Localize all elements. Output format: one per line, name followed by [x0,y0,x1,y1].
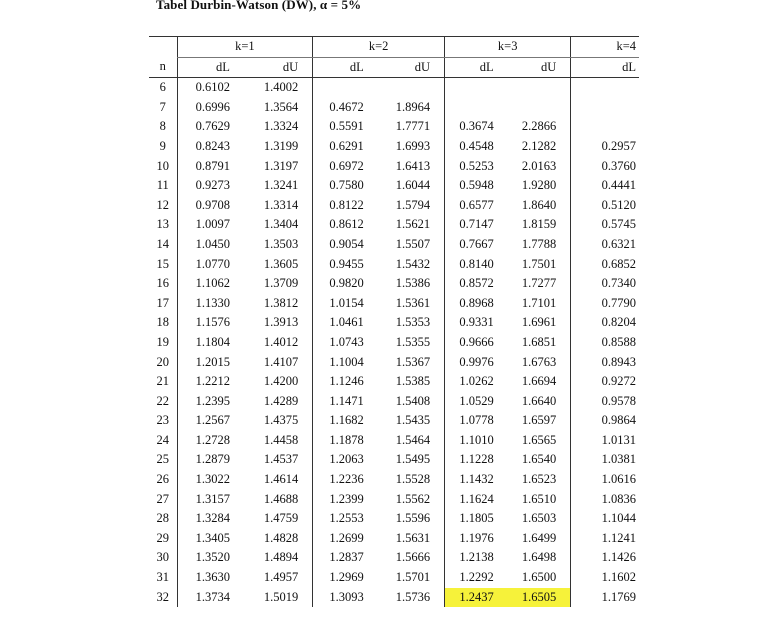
table-row [149,392,639,412]
table-row [149,117,639,137]
table-row [149,78,639,98]
row-n-cell: 22 [156,393,170,408]
table-cell: 1.2567 [177,411,244,431]
table-cell: 0.5120 [571,196,639,216]
table-cell: 1.1682 [313,411,378,431]
row-n-cell: 31 [156,570,170,585]
table-cell: 0.7340 [571,274,639,294]
table-cell: 0.8122 [313,196,378,216]
table-cell: 1.6540 [521,452,557,467]
table-row [149,431,639,451]
table-cell: 1.5507 [395,236,431,251]
table-cell: 1.5386 [395,276,431,291]
column-header: dL [177,57,244,78]
table-cell: 1.7771 [395,119,431,134]
table-cell: 0.7790 [571,294,639,314]
table-row [149,353,639,373]
row-n-cell: 21 [156,374,170,389]
table-cell: 1.3324 [263,119,299,134]
table-cell: 2.1282 [521,138,557,153]
table-cell: 0.5948 [445,176,508,196]
table-cell: 0.9976 [445,353,508,373]
table-cell: 0.8968 [445,294,508,314]
table-cell: 1.4894 [263,550,299,565]
table-cell: 1.1878 [313,431,378,451]
row-n-cell: 30 [156,550,170,565]
table-cell: 1.1246 [313,372,378,392]
table-cell: 1.1241 [571,529,639,549]
table-cell: 0.6291 [313,137,378,157]
table-cell: 1.4200 [263,374,299,389]
table-cell: 1.5355 [395,334,431,349]
table-cell: 1.5435 [395,413,431,428]
table-row [149,137,639,157]
table-cell: 0.8572 [445,274,508,294]
row-n-cell: 17 [156,295,170,310]
table-cell: 1.0154 [313,294,378,314]
table-row [149,215,639,235]
row-n-cell: 6 [159,80,166,95]
column-header: dL [313,57,378,78]
table-cell: 1.5736 [395,589,431,604]
row-n-cell: 27 [156,491,170,506]
table-cell: 1.3241 [263,178,299,193]
group-header: k=1 [177,37,313,58]
table-row [149,196,639,216]
table-cell: 1.7501 [521,256,557,271]
table-cell: 1.5019 [263,589,299,604]
table-cell: 0.9272 [571,372,639,392]
table-cell: 1.1576 [177,313,244,333]
table-cell: 1.5701 [395,570,431,585]
table-cell: 1.4828 [263,530,299,545]
table-cell: 1.0381 [571,450,639,470]
row-n-cell: 10 [156,158,170,173]
row-n-cell: 29 [156,530,170,545]
table-cell: 1.1426 [571,548,639,568]
table-cell: 0.9708 [177,196,244,216]
row-n-cell: 18 [156,315,170,330]
table-cell: 1.4458 [263,432,299,447]
column-header: dL [445,57,508,78]
table-cell: 1.6763 [521,354,557,369]
table-cell: 0.5591 [313,117,378,137]
table-cell: 0.7580 [313,176,378,196]
row-n-cell: 20 [156,354,170,369]
table-cell: 1.5408 [395,393,431,408]
table-cell: 1.6640 [521,393,557,408]
table-cell: 1.1004 [313,353,378,373]
table-cell [508,98,571,118]
table-cell: 0.9331 [445,313,508,333]
table-cell: 1.0097 [177,215,244,235]
table-cell: 1.1062 [177,274,244,294]
table-cell: 0.5253 [445,157,508,177]
table-cell: 0.9455 [313,255,378,275]
table-cell: 0.8140 [445,255,508,275]
table-cell: 0.6102 [177,78,244,98]
table-cell: 1.6510 [521,491,557,506]
table-cell: 0.9666 [445,333,508,353]
table-cell: 1.5432 [395,256,431,271]
table-cell: 1.6694 [521,374,557,389]
row-n-cell: 32 [156,589,170,604]
table-cell: 1.8159 [521,217,557,232]
table-cell: 0.4672 [313,98,378,118]
table-row [149,372,639,392]
table-cell: 1.1804 [177,333,244,353]
table-cell: 1.5596 [395,511,431,526]
row-n-cell: 24 [156,432,170,447]
table-cell: 1.0461 [313,313,378,333]
table-cell: 0.9273 [177,176,244,196]
table-cell: 1.0131 [571,431,639,451]
table-cell [378,78,445,98]
table-cell: 1.5666 [395,550,431,565]
table-cell: 1.1044 [571,509,639,529]
table-cell: 0.6972 [313,157,378,177]
table-row [149,235,639,255]
table-cell: 1.0262 [445,372,508,392]
table-cell: 1.9280 [521,178,557,193]
table-cell: 1.5495 [395,452,431,467]
table-cell: 1.0770 [177,255,244,275]
table-cell [571,78,639,98]
table-cell: 1.2236 [313,470,378,490]
table-cell: 1.0529 [445,392,508,412]
table-cell: 1.1769 [571,588,639,608]
table-cell: 0.9054 [313,235,378,255]
table-cell: 0.9820 [313,274,378,294]
table-cell: 1.5631 [395,530,431,545]
table-cell: 1.6044 [395,178,431,193]
table-cell: 1.0743 [313,333,378,353]
table-cell: 1.1471 [313,392,378,412]
table-cell: 2.0163 [521,158,557,173]
table-cell: 1.1432 [445,470,508,490]
table-cell: 0.3674 [445,117,508,137]
table-cell: 1.4012 [263,334,299,349]
table-cell: 0.6996 [177,98,244,118]
column-header: dU [244,57,313,78]
table-row [149,568,639,588]
table-cell: 0.8943 [571,353,639,373]
table-cell: 1.6413 [395,158,431,173]
table-cell: 1.2212 [177,372,244,392]
row-n-cell: 23 [156,413,170,428]
table-cell: 0.5745 [571,215,639,235]
table-cell: 1.4957 [263,570,299,585]
column-header: dU [378,57,445,78]
table-cell: 1.0778 [445,411,508,431]
table-cell: 1.2969 [313,568,378,588]
table-cell: 1.1805 [445,509,508,529]
table-cell: 1.3314 [263,197,299,212]
table-row [149,548,639,568]
table-cell [571,117,639,137]
highlighted-cell: 1.2437 [445,588,508,608]
table-cell: 1.5353 [395,315,431,330]
row-n-cell: 8 [159,119,166,134]
table-cell: 1.7788 [521,236,557,251]
table-cell: 1.2138 [445,548,508,568]
table-cell: 1.3913 [263,315,299,330]
row-n-cell: 14 [156,236,170,251]
table-cell: 1.5528 [395,472,431,487]
corner-cell [149,37,177,58]
table-cell: 1.0616 [571,470,639,490]
table-cell: 1.8640 [521,197,557,212]
table-cell: 1.5385 [395,374,431,389]
row-n-cell: 28 [156,511,170,526]
table-cell: 1.6961 [521,315,557,330]
table-cell: 0.8204 [571,313,639,333]
table-cell: 1.6499 [521,530,557,545]
table-cell: 1.5794 [395,197,431,212]
table-cell: 1.2699 [313,529,378,549]
table-cell: 1.6565 [521,432,557,447]
durbin-watson-table [149,36,639,626]
table-cell: 1.6500 [521,570,557,585]
table-cell: 1.3199 [263,138,299,153]
table-cell: 1.4107 [263,354,299,369]
table-row [149,588,639,608]
table-cell: 1.8964 [395,99,431,114]
column-header: dU [508,57,571,78]
table-row [149,529,639,549]
table-cell: 1.3197 [263,158,299,173]
table-cell: 1.2399 [313,490,378,510]
table-cell: 0.8791 [177,157,244,177]
table-cell: 1.1330 [177,294,244,314]
table-row [149,450,639,470]
table-cell [445,98,508,118]
table-cell: 1.3709 [263,276,299,291]
table-cell: 0.9578 [571,392,639,412]
table-row [149,176,639,196]
table-cell: 1.6851 [521,334,557,349]
table-cell [445,78,508,98]
table-cell: 1.6993 [395,138,431,153]
table-cell: 0.6577 [445,196,508,216]
table-row [149,157,639,177]
table-cell: 1.3093 [313,588,378,608]
table-cell: 0.7667 [445,235,508,255]
table-cell: 0.4441 [571,176,639,196]
table-row [149,411,639,431]
table-cell: 1.3022 [177,470,244,490]
table-cell: 1.3630 [177,568,244,588]
table-cell: 1.5464 [395,432,431,447]
table-cell: 1.2879 [177,450,244,470]
table-cell: 1.0450 [177,235,244,255]
table-row [149,255,639,275]
table-cell: 0.4548 [445,137,508,157]
row-n-cell: 15 [156,256,170,271]
table-cell: 1.6597 [521,413,557,428]
row-n-cell: 12 [156,197,170,212]
table-cell: 0.6321 [571,235,639,255]
table-cell [508,78,571,98]
column-header: dL [571,57,639,78]
table-cell: 1.0836 [571,490,639,510]
table-cell: 1.2063 [313,450,378,470]
table-cell: 1.4537 [263,452,299,467]
table-cell: 1.5367 [395,354,431,369]
table-cell: 0.2957 [571,137,639,157]
table-cell: 1.1976 [445,529,508,549]
table-cell: 1.3734 [177,588,244,608]
table-cell: 1.7277 [521,276,557,291]
table-cell: 1.3503 [263,236,299,251]
table-row [149,274,639,294]
table-cell: 1.2837 [313,548,378,568]
row-n-cell: 13 [156,217,170,232]
table-row [149,313,639,333]
row-n-cell: 25 [156,452,170,467]
table-cell [313,78,378,98]
table-cell: 1.6498 [521,550,557,565]
page-title: Tabel Durbin-Watson (DW), α = 5% [156,0,362,12]
table-row [149,333,639,353]
table-cell: 0.8588 [571,333,639,353]
table-row [149,470,639,490]
row-n-cell: 9 [159,138,166,153]
row-n-cell: 26 [156,472,170,487]
table-cell: 0.7147 [445,215,508,235]
table-cell: 1.4375 [263,413,299,428]
column-header-n: n [149,57,177,78]
table-cell: 1.3157 [177,490,244,510]
table-cell: 1.5562 [395,491,431,506]
table-cell: 1.1010 [445,431,508,451]
table-cell: 0.9864 [571,411,639,431]
table-cell: 1.4289 [263,393,299,408]
group-header: k=2 [313,37,445,58]
row-n-cell: 19 [156,334,170,349]
row-n-cell: 7 [159,99,166,114]
table-cell [571,98,639,118]
table-cell: 0.6852 [571,255,639,275]
table-cell: 1.4002 [263,80,299,95]
group-header: k=4 [571,37,639,58]
row-n-cell: 16 [156,276,170,291]
table-cell: 2.2866 [521,119,557,134]
table-cell: 0.7629 [177,117,244,137]
table-cell: 1.3520 [177,548,244,568]
table-row [149,98,639,118]
table-cell: 1.2553 [313,509,378,529]
table-row [149,490,639,510]
table-cell: 1.2395 [177,392,244,412]
table-cell: 1.3564 [263,99,299,114]
table-cell: 1.6503 [521,511,557,526]
table-cell: 1.1602 [571,568,639,588]
table-cell: 1.7101 [521,295,557,310]
table-cell: 1.3404 [263,217,299,232]
table-cell: 1.1624 [445,490,508,510]
table-cell: 0.8243 [177,137,244,157]
row-n-cell: 11 [156,178,169,193]
table-cell: 1.3284 [177,509,244,529]
highlighted-cell: 1.6505 [508,588,571,608]
table-cell: 1.3605 [263,256,299,271]
table-cell: 1.2728 [177,431,244,451]
table-cell: 1.4759 [263,511,299,526]
table-row [149,509,639,529]
table-cell: 1.5361 [395,295,431,310]
table-cell: 0.8612 [313,215,378,235]
table-cell: 1.1228 [445,450,508,470]
table-cell: 0.3760 [571,157,639,177]
table-cell: 1.4614 [263,472,299,487]
group-header: k=3 [445,37,571,58]
table-cell: 1.4688 [263,491,299,506]
table-cell: 1.3812 [263,295,299,310]
table-row [149,294,639,314]
table-cell: 1.2015 [177,353,244,373]
table-cell: 1.6523 [521,472,557,487]
table-cell: 1.5621 [395,217,431,232]
table-cell: 1.2292 [445,568,508,588]
table-cell: 1.3405 [177,529,244,549]
